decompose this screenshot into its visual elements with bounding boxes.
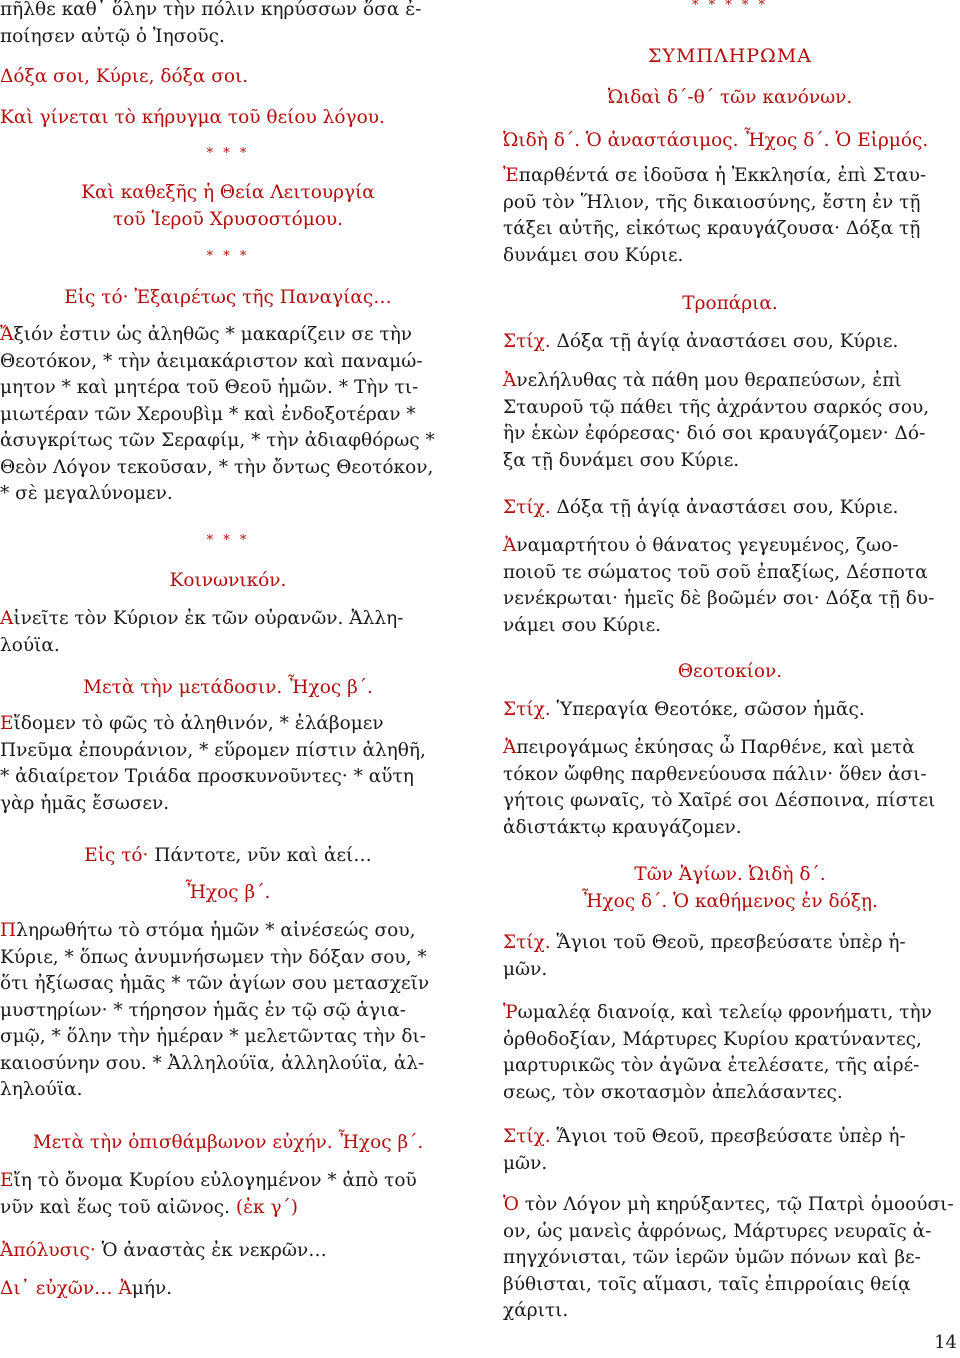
- opisthambonos-heading: Μετὰ τὴν ὀπισθάμβωνον εὐχήν. Ἦχος β΄.: [32, 1132, 424, 1153]
- stich-label: Στίχ.: [503, 331, 551, 352]
- apolysis-text: Ὁ ἀναστὰς ἐκ νεκρῶν…: [95, 1240, 327, 1261]
- hymn-line: ἣν ἑκὼν ἐφόρεσας· διό σοι κραυγάζομεν· Δό-: [503, 423, 926, 444]
- eidomen-hymn: [0, 711, 456, 817]
- anamart-hymn: [503, 533, 957, 639]
- initial-letter: Ε: [0, 1170, 14, 1191]
- hymn-line: τάξει αὐτῆς, εἰκότως κραυγάζουσα· Δόξα τῇ: [503, 218, 921, 239]
- stich-text: Δόξα τῇ ἁγίᾳ ἀναστάσει σου, Κύριε.: [550, 497, 899, 518]
- hymn-line: ἴη τὸ ὄνομα Κυρίου εὐλογημένον * ἀπὸ τοῦ: [13, 1170, 417, 1191]
- initial-letter: Ἀ: [118, 1278, 132, 1299]
- eii-to-onoma: [0, 1168, 456, 1221]
- plirothito-hymn: [0, 918, 456, 1104]
- hymn-line: * σὲ μεγαλύνομεν.: [0, 483, 173, 504]
- hymn-line: Κύριε, * ὅπως ἀνυμνήσωμεν τὴν δόξαν σου, *: [0, 946, 427, 968]
- troparia-heading: Τροπάρια.: [682, 293, 778, 314]
- hymn-line: * ἀδιαίρετον Τριάδα προσκυνοῦντες· * αὕτη: [0, 766, 414, 787]
- hymn-line: ἀσυγκρίτως τῶν Σεραφίμ, * τὴν ἀδιαφθόρως *: [0, 430, 435, 451]
- stich-line: [503, 697, 865, 724]
- stars-separator: * * *: [206, 146, 250, 161]
- meta-metadosin-heading: Μετὰ τὴν μετάδοσιν. Ἦχος β΄.: [83, 677, 373, 698]
- hymn-line: χάριτι.: [503, 1300, 569, 1321]
- stars-separator: * * * * *: [691, 0, 769, 13]
- hymn-line: τόκον ὤφθης παρθενεύουσα πάλιν· ὅθεν ἀσι-: [503, 763, 927, 785]
- hymn-line: [0, 324, 412, 345]
- hymn-line: ωμαλέᾳ διανοίᾳ, καὶ τελείῳ φρονήματι, τὴν: [517, 1002, 932, 1023]
- hymn-line: ἰνεῖτε τὸν Κύριον ἐκ τῶν οὐρανῶν. Ἀλλη-: [13, 608, 404, 629]
- eis-to-text: Πάντοτε, νῦν καὶ ἀεί…: [148, 845, 372, 866]
- eis-to-heading: Εἰς τό· Ἐξαιρέτως τῆς Παναγίας…: [64, 287, 392, 308]
- initial-letter: Ῥ: [503, 1002, 518, 1023]
- hymn-line: ον, ὡς μανεὶς ἀφρόνως, Μάρτυρες νευραῖς ἀ-: [503, 1220, 932, 1242]
- apolysis-label: Ἀπόλυσις·: [0, 1240, 96, 1261]
- hymn-line: νελήλυθας τὰ πάθη μου θεραπεύσων, ἐπὶ: [516, 370, 902, 391]
- hymn-line: γὰρ ἡμᾶς ἔσωσεν.: [0, 792, 170, 814]
- initial-letter: Ἀ: [503, 535, 517, 556]
- amin-text: μήν.: [131, 1278, 173, 1299]
- koinonikon-heading: Κοινωνικόν.: [169, 570, 287, 591]
- aineite-paragraph: [0, 606, 456, 659]
- stich-text: Ἅγιοι τοῦ Θεοῦ, πρεσβεύσατε ὑπὲρ ἡ-: [550, 1126, 906, 1147]
- echos-line: Ἦχος δ΄. Ὁ καθήμενος ἐν δόξῃ.: [582, 890, 878, 912]
- di-euchon: Δι᾽ εὐχῶν…: [0, 1278, 113, 1299]
- apeirog-hymn: [503, 735, 957, 841]
- kerygma-line: Καὶ γίνεται τὸ κήρυγμα τοῦ θείου λόγου.: [0, 107, 385, 128]
- hymn-line: Θεὸν Λόγον τεκοῦσαν, * τὴν ὄντως Θεοτόκον,: [0, 456, 434, 478]
- stars-separator: * * *: [206, 249, 250, 264]
- hymn-line: παρθέντά σε ἰδοῦσα ἡ Ἐκκλησία, ἐπὶ Σταυ-: [518, 165, 927, 186]
- stich-label: Στίχ.: [503, 1126, 551, 1147]
- hymn-line: Σταυροῦ τῷ πάθει τῆς ἀχράντου σαρκός σου,: [503, 396, 930, 418]
- hymn-line: ἀδιστάκτῳ κραυγάζομεν.: [503, 816, 742, 838]
- hymn-line: γήτοις φωναῖς, τὸ Χαῖρέ σοι Δέσποινα, πίστει: [503, 790, 936, 811]
- stich-text: μῶν.: [503, 958, 548, 980]
- symplirona-heading: ΣΥΜΠΛΗΡΩΜΑ: [647, 45, 812, 67]
- intro-paragraph: [0, 0, 456, 50]
- hymn-line: μιωτέραν τῶν Χερουβὶμ * καὶ ἐνδοξοτέραν *: [0, 403, 416, 425]
- hymn-line: πηγχόνισται, τῶν ἱερῶν ὑμῶν πόνων καὶ βε-: [503, 1247, 921, 1268]
- initial-letter: Ε: [0, 713, 14, 734]
- stich-text: Ἅγιοι τοῦ Θεοῦ, πρεσβεύσατε ὑπὲρ ἡ-: [550, 932, 906, 953]
- stich-text: Δόξα τῇ ἁγίᾳ ἀναστάσει σου, Κύριε.: [550, 331, 899, 352]
- hymn-line: μυστηρίων· * τήρησον ἡμᾶς ἐν τῷ σῷ ἁγια-: [0, 999, 406, 1021]
- odai-heading: Ὠιδαὶ δ΄-θ΄ τῶν κανόνων.: [607, 87, 853, 108]
- hymn-line: πειρογάμως ἐκύησας ὦ Παρθένε, καὶ μετὰ: [516, 737, 915, 758]
- hymn-line: σεως, τὸν σκοτασμὸν ἀπελάσαντες.: [503, 1081, 843, 1103]
- initial-letter: Π: [0, 920, 17, 941]
- stich-line: [503, 495, 898, 522]
- hymn-line: μητον * καὶ μητέρα τοῦ Θεοῦ ἡμῶν. * Τὴν τι-: [0, 377, 419, 398]
- ton-agion-heading: [503, 862, 957, 915]
- initial-letter: Ἀ: [503, 370, 517, 391]
- eis-to-pantote: [0, 843, 456, 870]
- stich-text: Ὑπεραγία Θεοτόκε, σῶσον ἡμᾶς.: [550, 699, 865, 720]
- hymn-line: μαρτυρικῶς τὸν ἀγῶνα ἐτελέσατε, τῆς αἱρέ-: [503, 1055, 920, 1076]
- stich-line: [503, 1124, 957, 1177]
- liturgy-line: Καὶ καθεξῆς ἡ Θεία Λειτουργία: [81, 182, 375, 203]
- intro-line: ποίησεν αὐτῷ ὁ Ἰησοῦς.: [0, 25, 225, 47]
- di-euchon-line: [0, 1276, 172, 1303]
- initial-letter: Ἐ: [503, 165, 519, 186]
- hymn-line: λούϊα.: [0, 634, 60, 656]
- hymn-line: Θεοτόκον, * τὴν ἀειμακάριστον καὶ παναμώ-: [0, 350, 423, 372]
- hymn-line: ληλούϊα.: [0, 1079, 83, 1100]
- stich-text: μῶν.: [503, 1152, 548, 1174]
- liturgy-heading: [0, 180, 456, 233]
- hymn-line: βύθισται, τοῖς αἵμασι, ταῖς ἐπιρροίαις θείᾳ: [503, 1273, 911, 1295]
- stars-separator: * * *: [206, 533, 250, 548]
- hymn-line: δυνάμει σου Κύριε.: [503, 244, 684, 266]
- liturgy-line: τοῦ Ἱεροῦ Χρυσοστόμου.: [112, 208, 344, 230]
- stich-label: Στίχ.: [503, 699, 551, 720]
- stich-line: [503, 930, 957, 983]
- anelith-hymn: [503, 368, 957, 474]
- hymn-line: νενέκρωται· ἡμεῖς δὲ βοῶμέν σοι· Δόξα τῇ δυ-: [503, 588, 935, 609]
- hymn-line: ὀρθοδοξίαν, Μάρτυρες Κυρίου κρατύναντες,: [503, 1028, 922, 1050]
- theotokion-heading: Θεοτοκίον.: [677, 661, 783, 682]
- hymn-line: ξα τῇ δυνάμει σου Κύριε.: [503, 449, 740, 471]
- irmos-hymn: [503, 163, 957, 269]
- hymn-line: σμῷ, * ὅλην τὴν ἡμέραν * μελετῶντας τὴν δι-: [0, 1026, 427, 1047]
- stich-label: Στίχ.: [503, 932, 551, 953]
- hymn-line-text: ξιόν ἐστιν ὡς ἀληθῶς * μακαρίζειν σε τὴν: [13, 324, 413, 345]
- ton-agion-line: Τῶν Ἁγίων. Ὠιδὴ δ΄.: [634, 864, 826, 885]
- stich-label: Στίχ.: [503, 497, 551, 518]
- axion-estin-hymn: [0, 322, 456, 508]
- hymn-line: καιοσύνην σου. * Ἀλληλούϊα, ἀλληλούϊα, ἀλ-: [0, 1052, 425, 1074]
- romalea-hymn: [503, 1000, 957, 1106]
- hymn-line: νάμει σου Κύριε.: [503, 614, 662, 636]
- doxa-line: Δόξα σοι, Κύριε, δόξα σοι.: [0, 66, 249, 87]
- hymn-line: ὅτι ἠξίωσας ἡμᾶς * τῶν ἁγίων σου μετασχεῖν: [0, 973, 430, 994]
- stich-line: [503, 329, 898, 356]
- echos-heading: Ἦχος β΄.: [185, 882, 271, 903]
- hymn-line: ροῦ τὸν Ἥλιον, τῆς δικαιοσύνης, ἔστη ἐν τῇ: [503, 191, 921, 213]
- hymn-line: Πνεῦμα ἐπουράνιον, * εὕρομεν πίστιν ἀληθῆ,: [0, 739, 426, 761]
- repeat-note: (ἐκ γ΄): [235, 1196, 299, 1218]
- page-number: 14: [934, 1331, 957, 1353]
- initial-letter: Α: [0, 608, 14, 629]
- ologon-hymn: [503, 1192, 957, 1325]
- hymn-line: νῦν καὶ ἕως τοῦ αἰῶνος.: [0, 1196, 236, 1218]
- initial-letter: Ἄ: [0, 324, 14, 345]
- hymn-line: ἴδομεν τὸ φῶς τὸ ἀληθινόν, * ἐλάβομεν: [13, 713, 384, 734]
- hymn-line: ποιοῦ τε σώματος τοῦ σοῦ ἐπαξίως, Δέσποτα: [503, 561, 928, 583]
- eis-to-label: Εἰς τό·: [84, 845, 149, 866]
- apolysis-line: [0, 1238, 327, 1265]
- hymn-line: ναμαρτήτου ὁ θάνατος γεγευμένος, ζωο-: [516, 535, 899, 556]
- intro-line: πῆλθε καθ᾽ ὅλην τὴν πόλιν κηρύσσων ὅσα ἐ-: [0, 0, 422, 20]
- hymn-line: ληρωθήτω τὸ στόμα ἡμῶν * αἰνέσεώς σου,: [16, 920, 416, 941]
- initial-letter: Ἀ: [503, 737, 517, 758]
- initial-letter: Ὁ: [503, 1194, 519, 1215]
- odi-header: Ὠιδὴ δ΄. Ὁ ἀναστάσιμος. Ἦχος δ΄. Ὁ Εἱρμός.: [503, 130, 929, 151]
- hymn-line: τὸν Λόγον μὴ κηρύξαντες, τῷ Πατρὶ ὁμοούσι-: [518, 1194, 954, 1215]
